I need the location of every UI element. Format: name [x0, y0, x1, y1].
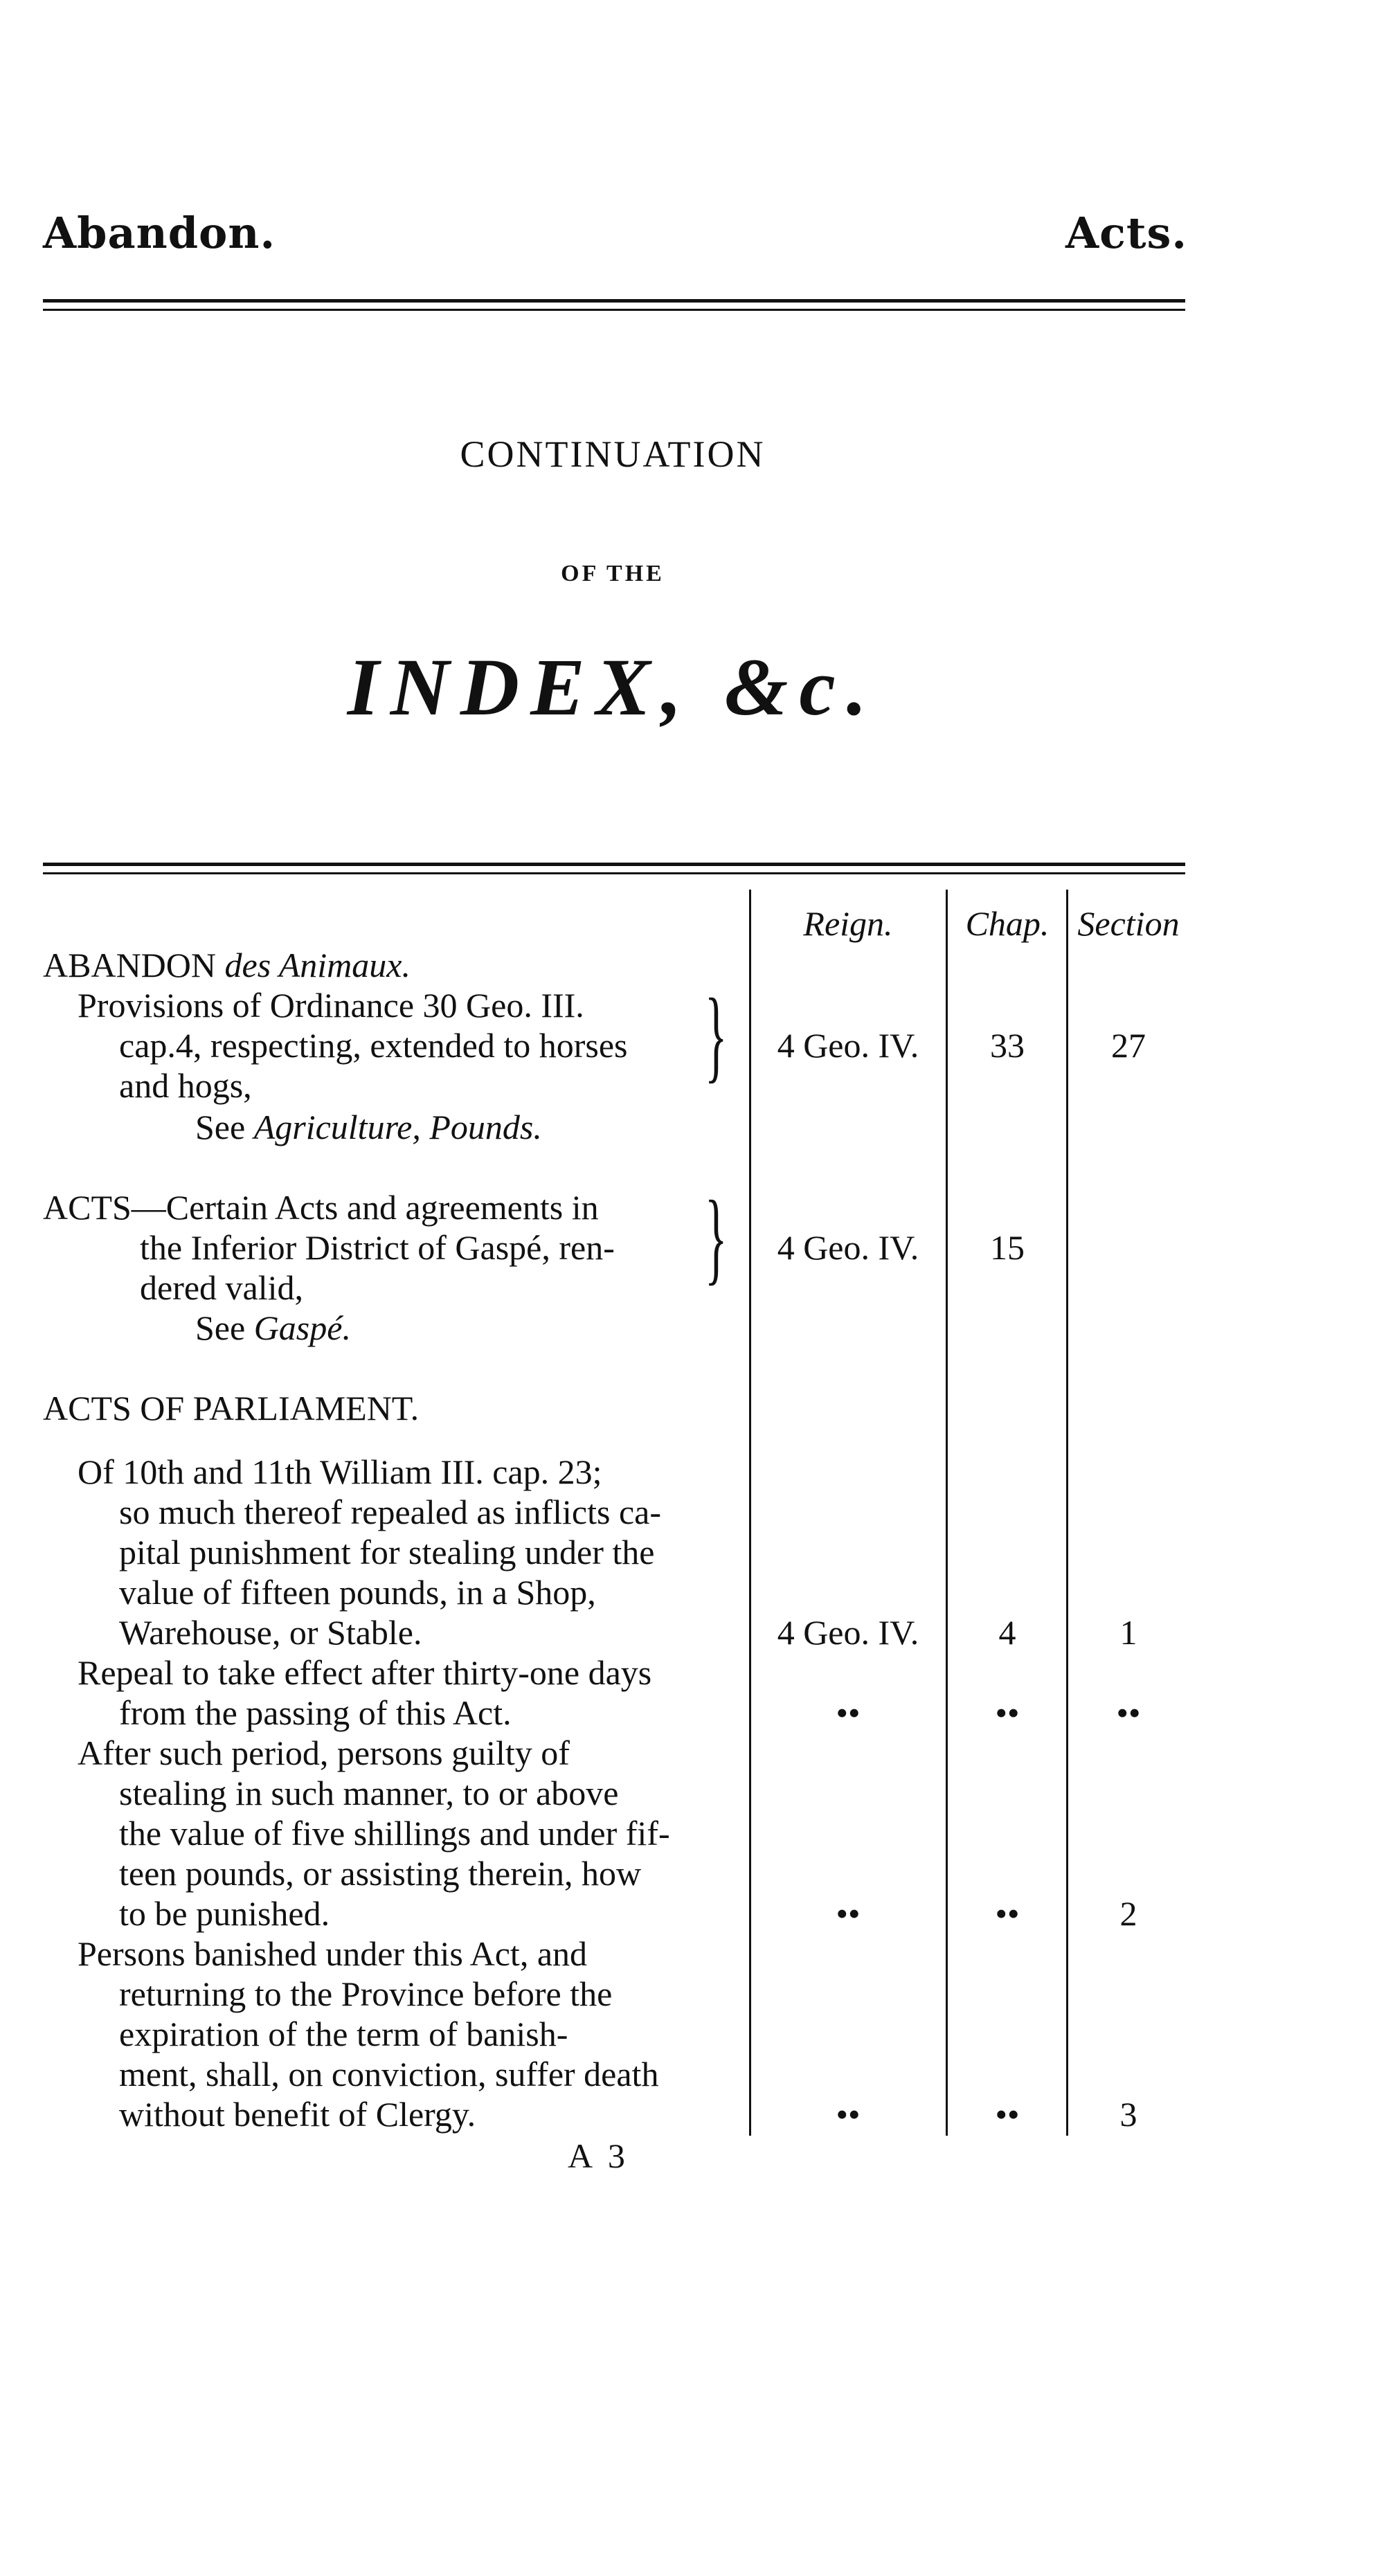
- parliament-item4-chap: ••: [995, 2095, 1020, 2134]
- see-reference: Gaspé.: [253, 1308, 351, 1347]
- parliament-item2-line: Repeal to take effect after thirty-one days: [78, 1653, 652, 1692]
- column-divider-reign: [749, 890, 751, 2136]
- running-header-left: Abandon.: [43, 208, 276, 258]
- parliament-item3-line: stealing in such manner, to or above: [119, 1774, 619, 1812]
- see-prefix: See: [195, 1108, 254, 1146]
- running-header-right: Acts.: [1065, 208, 1187, 258]
- signature-mark: A 3: [568, 2136, 629, 2175]
- parliament-item3-line: the value of five shillings and under fif-: [119, 1814, 670, 1853]
- parliament-item3-chap: ••: [995, 1894, 1020, 1933]
- column-header-reign: Reign.: [803, 904, 893, 943]
- parliament-item2-reign: ••: [836, 1693, 861, 1732]
- parliament-item3-line: to be punished.: [119, 1894, 330, 1933]
- entry-acts-see: [195, 1308, 351, 1348]
- parliament-item2-line: from the passing of this Act.: [119, 1693, 512, 1732]
- entry-acts-chap: 15: [990, 1228, 1025, 1267]
- entry-abandon-heading-italic: des Animaux.: [224, 946, 411, 984]
- entry-abandon-heading-main: ABANDON: [43, 946, 225, 984]
- parliament-item4-reign: ••: [836, 2095, 861, 2134]
- parliament-item1-line: so much thereof repealed as inflicts ca-: [119, 1493, 661, 1531]
- column-header-chap: Chap.: [965, 904, 1050, 943]
- entry-abandon-heading: [43, 945, 411, 985]
- parliament-item1-reign: 4 Geo. IV.: [777, 1613, 919, 1652]
- table-rule-top: [43, 863, 1185, 866]
- see-reference: Agriculture, Pounds.: [253, 1108, 542, 1146]
- title-index: INDEX, &c.: [347, 642, 879, 732]
- title-of-the: OF THE: [561, 561, 665, 586]
- entry-abandon-see: [195, 1107, 542, 1147]
- parliament-item4-section: 3: [1119, 2095, 1137, 2134]
- table-rule-bottom: [43, 872, 1185, 874]
- entry-acts-line: dered valid,: [140, 1268, 304, 1307]
- parliament-item3-line: teen pounds, or assisting therein, how: [119, 1854, 642, 1893]
- entry-acts-line: ACTS—Certain Acts and agreements in: [43, 1188, 599, 1227]
- parliament-item3-section: 2: [1119, 1894, 1137, 1933]
- parliament-item1-line: pital punishment for stealing under the: [119, 1533, 655, 1571]
- see-prefix: See: [195, 1308, 254, 1347]
- parliament-item4-line: returning to the Province before the: [119, 1974, 613, 2013]
- entry-abandon-line: and hogs,: [119, 1066, 252, 1105]
- entry-parliament-heading: ACTS OF PARLIAMENT.: [43, 1389, 420, 1427]
- entry-abandon-line: Provisions of Ordinance 30 Geo. III.: [78, 986, 584, 1025]
- parliament-item4-line: Persons banished under this Act, and: [78, 1934, 588, 1973]
- header-rule-bottom: [43, 309, 1185, 311]
- parliament-item1-section: 1: [1119, 1613, 1137, 1652]
- brace-abandon: }: [705, 978, 728, 1092]
- parliament-item1-line: value of fifteen pounds, in a Shop,: [119, 1573, 596, 1612]
- parliament-item1-line: Of 10th and 11th William III. cap. 23;: [78, 1452, 602, 1491]
- entry-abandon-chap: 33: [990, 1026, 1025, 1065]
- entry-acts-reign: 4 Geo. IV.: [777, 1228, 919, 1267]
- parliament-item2-chap: ••: [995, 1693, 1020, 1732]
- parliament-item4-line: ment, shall, on conviction, suffer death: [119, 2055, 659, 2093]
- entry-acts-line: the Inferior District of Gaspé, ren-: [140, 1228, 615, 1267]
- entry-abandon-line: cap.4, respecting, extended to horses: [119, 1026, 628, 1065]
- parliament-item3-reign: ••: [836, 1894, 861, 1933]
- brace-acts: }: [705, 1180, 728, 1295]
- title-continuation: CONTINUATION: [460, 433, 766, 475]
- column-divider-chap: [946, 890, 948, 2136]
- parliament-item1-chap: 4: [998, 1613, 1016, 1652]
- parliament-item1-line: Warehouse, or Stable.: [119, 1613, 422, 1652]
- parliament-item2-section: ••: [1116, 1693, 1141, 1732]
- parliament-item3-line: After such period, persons guilty of: [78, 1733, 570, 1772]
- entry-abandon-section: 27: [1111, 1026, 1146, 1065]
- column-divider-section: [1066, 890, 1068, 2136]
- header-rule-top: [43, 299, 1185, 303]
- entry-abandon-reign: 4 Geo. IV.: [777, 1026, 919, 1065]
- column-header-section: Section: [1077, 904, 1180, 943]
- parliament-item4-line: expiration of the term of banish-: [119, 2015, 568, 2053]
- parliament-item4-line: without benefit of Clergy.: [119, 2095, 476, 2134]
